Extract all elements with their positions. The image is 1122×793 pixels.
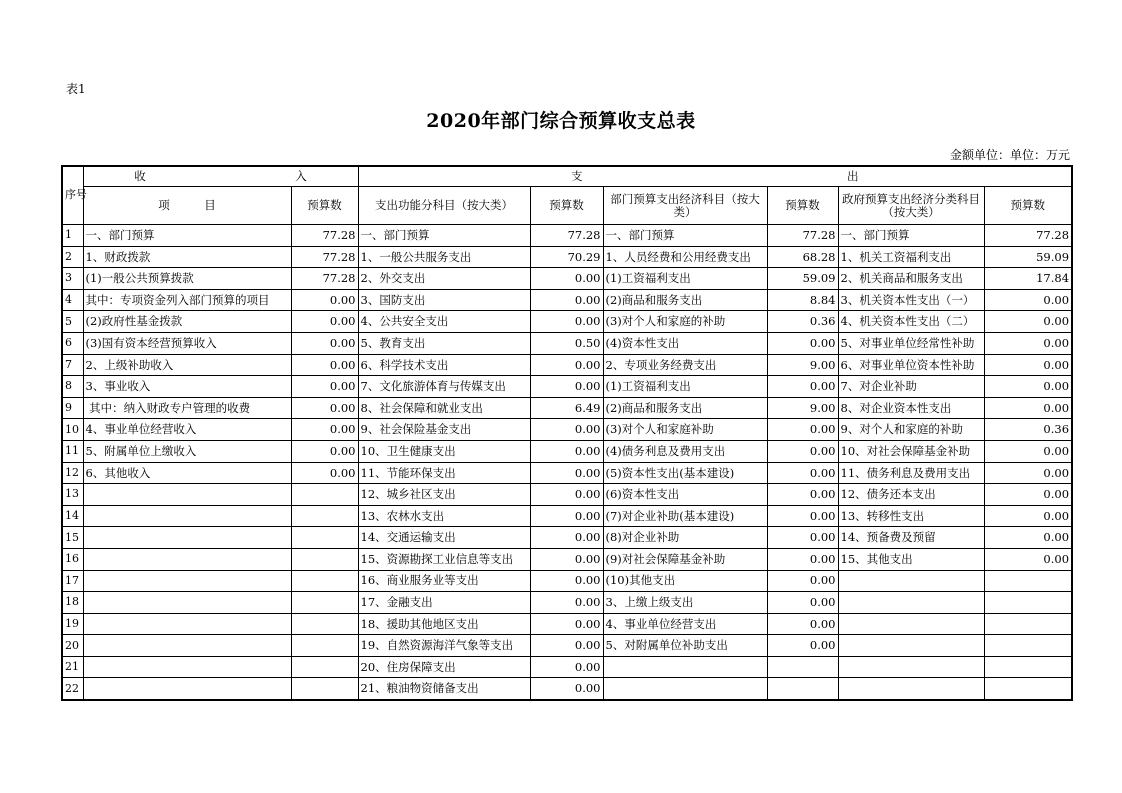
row-seq: 16 — [62, 548, 83, 570]
table-row — [62, 246, 1072, 268]
dept-econ-amount: 0.00 — [767, 548, 838, 570]
row-seq: 7 — [62, 354, 83, 376]
row-seq: 9 — [62, 397, 83, 419]
function-amount: 0.00 — [530, 656, 603, 678]
income-amount: 0.00 — [291, 419, 358, 441]
function-amount: 0.00 — [530, 592, 603, 614]
income-amount — [291, 656, 358, 678]
income-amount: 0.00 — [291, 289, 358, 311]
table-row — [62, 289, 1072, 311]
table-row — [62, 570, 1072, 592]
function-amount: 0.00 — [530, 311, 603, 333]
dept-econ-amount: 0.00 — [767, 462, 838, 484]
table-number: 表1 — [66, 82, 86, 96]
dept-econ-item: 3、上缴上级支出 — [603, 592, 767, 614]
gov-econ-amount: 0.00 — [984, 311, 1072, 333]
function-item: 一、部门预算 — [358, 225, 530, 247]
dept-econ-amount: 59.09 — [767, 268, 838, 290]
income-item — [83, 656, 291, 678]
function-amount: 0.00 — [530, 484, 603, 506]
header-gov-econ: 政府预算支出经济分类科目（按大类） — [838, 187, 984, 225]
dept-econ-amount: 0.00 — [767, 376, 838, 398]
gov-econ-amount: 17.84 — [984, 268, 1072, 290]
gov-econ-item: 3、机关资本性支出（一） — [838, 289, 984, 311]
row-seq: 18 — [62, 592, 83, 614]
row-seq: 8 — [62, 376, 83, 398]
budget-summary-table — [61, 165, 1073, 701]
income-amount — [291, 527, 358, 549]
income-amount — [291, 505, 358, 527]
income-item — [83, 592, 291, 614]
row-seq: 12 — [62, 462, 83, 484]
function-item: 18、援助其他地区支出 — [358, 613, 530, 635]
function-amount: 0.00 — [530, 376, 603, 398]
table-row — [62, 635, 1072, 657]
function-amount: 0.00 — [530, 527, 603, 549]
gov-econ-amount: 0.00 — [984, 376, 1072, 398]
dept-econ-item: (5)资本性支出(基本建设) — [603, 462, 767, 484]
dept-econ-item: (1)工资福利支出 — [603, 268, 767, 290]
dept-econ-item — [603, 656, 767, 678]
function-item: 1、一般公共服务支出 — [358, 246, 530, 268]
income-amount — [291, 570, 358, 592]
gov-econ-amount: 77.28 — [984, 225, 1072, 247]
dept-econ-item — [603, 678, 767, 700]
gov-econ-amount: 0.36 — [984, 419, 1072, 441]
function-item: 8、社会保障和就业支出 — [358, 397, 530, 419]
gov-econ-item: 13、转移性支出 — [838, 505, 984, 527]
amount-unit: 金额单位：单位：万元 — [949, 148, 1070, 162]
dept-econ-amount: 8.84 — [767, 289, 838, 311]
dept-econ-amount: 77.28 — [767, 225, 838, 247]
function-amount: 0.00 — [530, 505, 603, 527]
income-amount — [291, 592, 358, 614]
dept-econ-amount — [767, 656, 838, 678]
table-row — [62, 505, 1072, 527]
dept-econ-item: (1)工资福利支出 — [603, 376, 767, 398]
income-item: (3)国有资本经营预算收入 — [83, 332, 291, 354]
row-seq: 6 — [62, 332, 83, 354]
function-item: 15、资源勘探工业信息等支出 — [358, 548, 530, 570]
header-income-budget: 预算数 — [291, 187, 358, 225]
dept-econ-amount: 0.00 — [767, 332, 838, 354]
gov-econ-amount: 0.00 — [984, 354, 1072, 376]
income-item: (2)政府性基金拨款 — [83, 311, 291, 333]
gov-econ-item: 5、对事业单位经常性补助 — [838, 332, 984, 354]
gov-econ-amount: 59.09 — [984, 246, 1072, 268]
row-seq: 3 — [62, 268, 83, 290]
income-amount: 0.00 — [291, 440, 358, 462]
dept-econ-item: (3)对个人和家庭补助 — [603, 419, 767, 441]
dept-econ-amount: 0.00 — [767, 570, 838, 592]
income-item — [83, 484, 291, 506]
function-amount: 0.00 — [530, 440, 603, 462]
dept-econ-item: (4)资本性支出 — [603, 332, 767, 354]
function-amount: 0.00 — [530, 613, 603, 635]
gov-econ-amount: 0.00 — [984, 440, 1072, 462]
income-amount: 0.00 — [291, 462, 358, 484]
income-item — [83, 678, 291, 700]
gov-econ-item: 10、对社会保障基金补助 — [838, 440, 984, 462]
table-row — [62, 376, 1072, 398]
dept-econ-item: 2、专项业务经费支出 — [603, 354, 767, 376]
income-amount: 0.00 — [291, 397, 358, 419]
header-seq: 序号 — [62, 166, 83, 225]
dept-econ-item: 5、对附属单位补助支出 — [603, 635, 767, 657]
row-seq: 14 — [62, 505, 83, 527]
function-amount: 0.00 — [530, 462, 603, 484]
income-item: 其中：专项资金列入部门预算的项目 — [83, 289, 291, 311]
function-amount: 0.00 — [530, 635, 603, 657]
gov-econ-item: 12、债务还本支出 — [838, 484, 984, 506]
row-seq: 10 — [62, 419, 83, 441]
function-amount: 70.29 — [530, 246, 603, 268]
function-item: 11、节能环保支出 — [358, 462, 530, 484]
income-amount: 77.28 — [291, 268, 358, 290]
gov-econ-item — [838, 613, 984, 635]
function-item: 20、住房保障支出 — [358, 656, 530, 678]
dept-econ-amount: 0.36 — [767, 311, 838, 333]
dept-econ-amount: 9.00 — [767, 354, 838, 376]
header-expenditure: 支 出 — [358, 166, 1072, 187]
function-item: 21、粮油物资储备支出 — [358, 678, 530, 700]
income-item: 6、其他收入 — [83, 462, 291, 484]
gov-econ-item: 4、机关资本性支出（二） — [838, 311, 984, 333]
dept-econ-amount: 0.00 — [767, 440, 838, 462]
table-row — [62, 656, 1072, 678]
dept-econ-item: (9)对社会保障基金补助 — [603, 548, 767, 570]
income-item — [83, 548, 291, 570]
gov-econ-amount: 0.00 — [984, 505, 1072, 527]
table-row — [62, 548, 1072, 570]
income-amount: 0.00 — [291, 354, 358, 376]
table-body — [62, 225, 1072, 701]
dept-econ-amount: 0.00 — [767, 484, 838, 506]
table-row — [62, 592, 1072, 614]
function-item: 10、卫生健康支出 — [358, 440, 530, 462]
dept-econ-amount: 0.00 — [767, 613, 838, 635]
function-item: 4、公共安全支出 — [358, 311, 530, 333]
income-amount: 77.28 — [291, 225, 358, 247]
dept-econ-amount: 0.00 — [767, 505, 838, 527]
dept-econ-item: (2)商品和服务支出 — [603, 397, 767, 419]
gov-econ-item — [838, 635, 984, 657]
function-item: 6、科学技术支出 — [358, 354, 530, 376]
income-amount: 0.00 — [291, 311, 358, 333]
income-item: 1、财政拨款 — [83, 246, 291, 268]
function-item: 19、自然资源海洋气象等支出 — [358, 635, 530, 657]
row-seq: 2 — [62, 246, 83, 268]
dept-econ-amount: 0.00 — [767, 592, 838, 614]
dept-econ-item: (10)其他支出 — [603, 570, 767, 592]
function-item: 13、农林水支出 — [358, 505, 530, 527]
row-seq: 19 — [62, 613, 83, 635]
function-amount: 77.28 — [530, 225, 603, 247]
gov-econ-amount: 0.00 — [984, 548, 1072, 570]
function-item: 5、教育支出 — [358, 332, 530, 354]
gov-econ-item: 14、预备费及预留 — [838, 527, 984, 549]
table-row — [62, 225, 1072, 247]
gov-econ-amount — [984, 678, 1072, 700]
header-gov-budget: 预算数 — [984, 187, 1072, 225]
gov-econ-item — [838, 656, 984, 678]
dept-econ-item: (8)对企业补助 — [603, 527, 767, 549]
gov-econ-amount: 0.00 — [984, 527, 1072, 549]
gov-econ-item: 15、其他支出 — [838, 548, 984, 570]
income-item: (1)一般公共预算拨款 — [83, 268, 291, 290]
function-amount: 0.50 — [530, 332, 603, 354]
function-amount: 0.00 — [530, 678, 603, 700]
gov-econ-amount: 0.00 — [984, 332, 1072, 354]
header-income: 收 入 — [83, 166, 358, 187]
gov-econ-item: 8、对企业资本性支出 — [838, 397, 984, 419]
function-amount: 0.00 — [530, 419, 603, 441]
table-row — [62, 613, 1072, 635]
gov-econ-item: 2、机关商品和服务支出 — [838, 268, 984, 290]
dept-econ-amount: 0.00 — [767, 419, 838, 441]
dept-econ-amount: 0.00 — [767, 635, 838, 657]
row-seq: 17 — [62, 570, 83, 592]
table-row — [62, 419, 1072, 441]
income-amount: 77.28 — [291, 246, 358, 268]
table-row — [62, 354, 1072, 376]
income-item — [83, 635, 291, 657]
gov-econ-amount: 0.00 — [984, 462, 1072, 484]
row-seq: 13 — [62, 484, 83, 506]
table-row — [62, 462, 1072, 484]
gov-econ-amount: 0.00 — [984, 289, 1072, 311]
table-row — [62, 484, 1072, 506]
gov-econ-amount — [984, 635, 1072, 657]
table-row — [62, 527, 1072, 549]
table-row — [62, 397, 1072, 419]
function-amount: 0.00 — [530, 289, 603, 311]
row-seq: 22 — [62, 678, 83, 700]
function-item: 9、社会保险基金支出 — [358, 419, 530, 441]
income-item: 4、事业单位经营收入 — [83, 419, 291, 441]
income-amount — [291, 613, 358, 635]
dept-econ-item: (2)商品和服务支出 — [603, 289, 767, 311]
gov-econ-amount — [984, 613, 1072, 635]
row-seq: 15 — [62, 527, 83, 549]
income-amount: 0.00 — [291, 376, 358, 398]
function-amount: 0.00 — [530, 268, 603, 290]
gov-econ-amount — [984, 656, 1072, 678]
row-seq: 21 — [62, 656, 83, 678]
gov-econ-amount — [984, 570, 1072, 592]
dept-econ-amount: 0.00 — [767, 527, 838, 549]
function-item: 16、商业服务业等支出 — [358, 570, 530, 592]
dept-econ-amount: 9.00 — [767, 397, 838, 419]
table-row — [62, 678, 1072, 700]
header-func-class: 支出功能分科目（按大类） — [358, 187, 530, 225]
header-dept-econ: 部门预算支出经济科目（按大类） — [603, 187, 767, 225]
gov-econ-item: 7、对企业补助 — [838, 376, 984, 398]
header-income-item: 项 目 — [83, 187, 291, 225]
table-row — [62, 440, 1072, 462]
income-amount: 0.00 — [291, 332, 358, 354]
function-item: 17、金融支出 — [358, 592, 530, 614]
gov-econ-item: 1、机关工资福利支出 — [838, 246, 984, 268]
dept-econ-amount: 68.28 — [767, 246, 838, 268]
header-dept-budget: 预算数 — [767, 187, 838, 225]
income-item: 2、上级补助收入 — [83, 354, 291, 376]
dept-econ-item: (6)资本性支出 — [603, 484, 767, 506]
row-seq: 5 — [62, 311, 83, 333]
row-seq: 11 — [62, 440, 83, 462]
gov-econ-item — [838, 570, 984, 592]
function-amount: 0.00 — [530, 354, 603, 376]
income-amount — [291, 548, 358, 570]
gov-econ-item: 一、部门预算 — [838, 225, 984, 247]
dept-econ-item: (4)债务利息及费用支出 — [603, 440, 767, 462]
income-item: 5、附属单位上缴收入 — [83, 440, 291, 462]
dept-econ-item: (3)对个人和家庭的补助 — [603, 311, 767, 333]
dept-econ-item: 1、人员经费和公用经费支出 — [603, 246, 767, 268]
dept-econ-item: 4、事业单位经营支出 — [603, 613, 767, 635]
dept-econ-item: (7)对企业补助(基本建设) — [603, 505, 767, 527]
table-row — [62, 332, 1072, 354]
function-item: 7、文化旅游体育与传媒支出 — [358, 376, 530, 398]
gov-econ-amount: 0.00 — [984, 484, 1072, 506]
gov-econ-item: 6、对事业单位资本性补助 — [838, 354, 984, 376]
row-seq: 20 — [62, 635, 83, 657]
income-amount — [291, 678, 358, 700]
gov-econ-amount: 0.00 — [984, 397, 1072, 419]
gov-econ-item: 9、对个人和家庭的补助 — [838, 419, 984, 441]
dept-econ-item: 一、部门预算 — [603, 225, 767, 247]
income-item — [83, 505, 291, 527]
row-seq: 4 — [62, 289, 83, 311]
function-amount: 6.49 — [530, 397, 603, 419]
function-amount: 0.00 — [530, 570, 603, 592]
gov-econ-item — [838, 592, 984, 614]
function-amount: 0.00 — [530, 548, 603, 570]
income-item — [83, 613, 291, 635]
income-amount — [291, 484, 358, 506]
income-item — [83, 570, 291, 592]
function-item: 14、交通运输支出 — [358, 527, 530, 549]
income-amount — [291, 635, 358, 657]
income-item — [83, 527, 291, 549]
income-item: 其中：纳入财政专户管理的收费 — [83, 397, 291, 419]
gov-econ-item — [838, 678, 984, 700]
function-item: 2、外交支出 — [358, 268, 530, 290]
header-func-budget: 预算数 — [530, 187, 603, 225]
income-item: 一、部门预算 — [83, 225, 291, 247]
gov-econ-amount — [984, 592, 1072, 614]
gov-econ-item: 11、债务利息及费用支出 — [838, 462, 984, 484]
table-row — [62, 268, 1072, 290]
function-item: 3、国防支出 — [358, 289, 530, 311]
table-row — [62, 311, 1072, 333]
row-seq: 1 — [62, 225, 83, 247]
income-item: 3、事业收入 — [83, 376, 291, 398]
function-item: 12、城乡社区支出 — [358, 484, 530, 506]
dept-econ-amount — [767, 678, 838, 700]
page-title: 2020年部门综合预算收支总表 — [426, 110, 696, 132]
